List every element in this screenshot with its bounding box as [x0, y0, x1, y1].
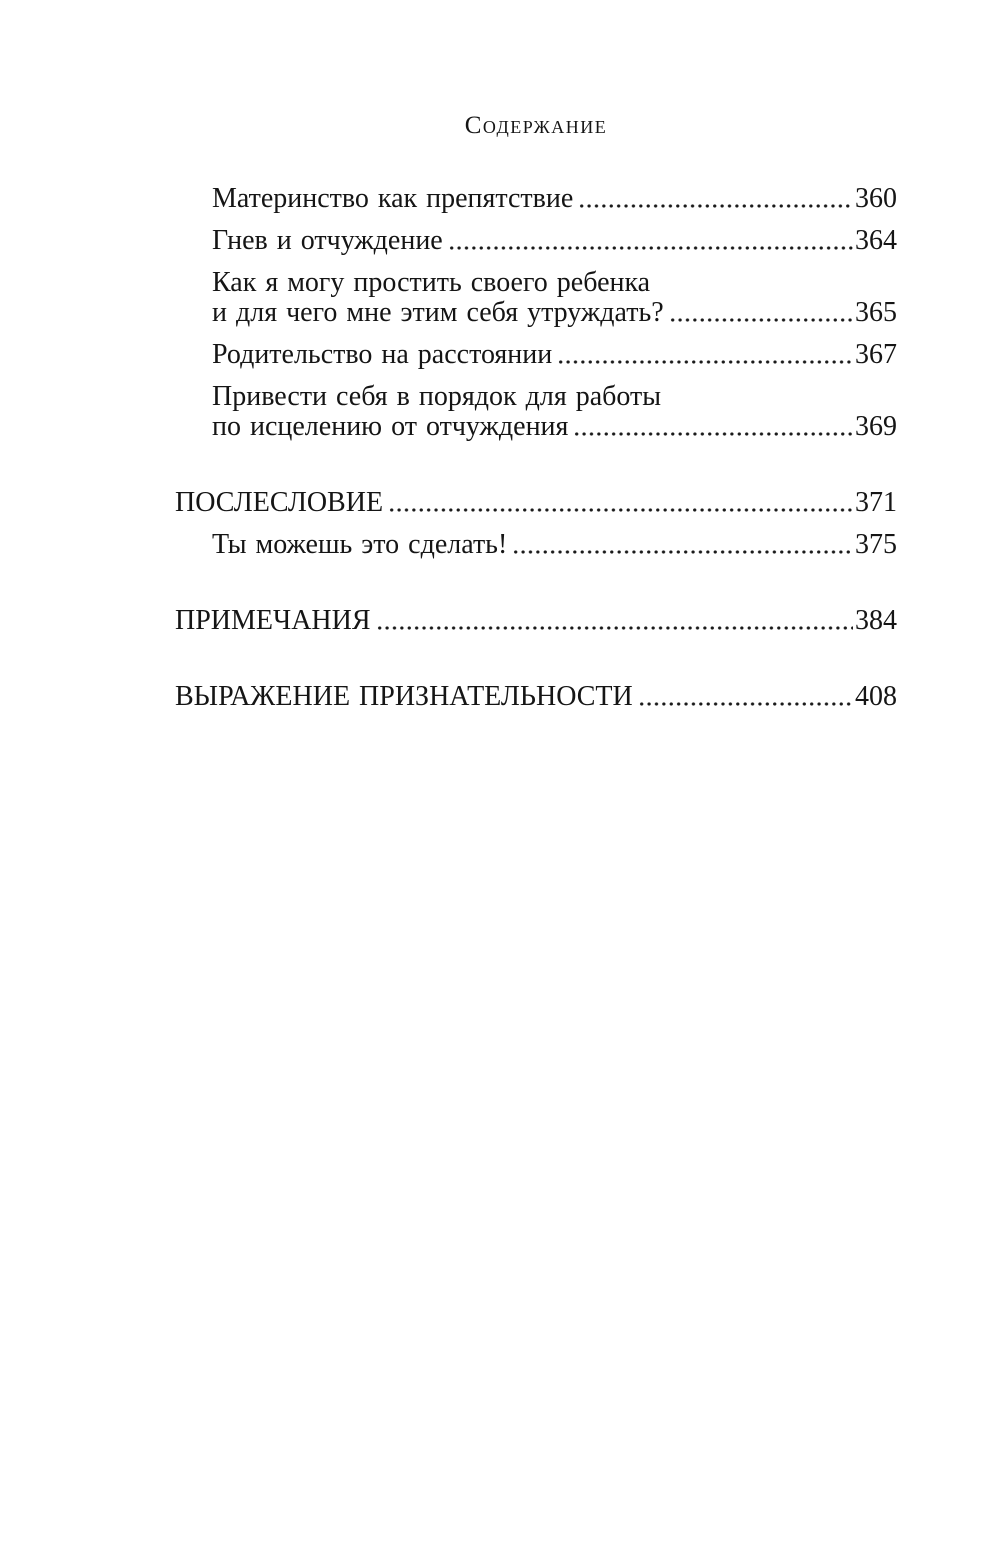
toc-entry	[175, 340, 897, 370]
toc-page-number: 384	[855, 605, 897, 636]
toc-entry-section	[175, 682, 897, 712]
page-header	[175, 113, 897, 138]
dot-leader	[512, 550, 853, 554]
toc-page-number: 367	[855, 339, 897, 370]
toc-entry-title: Как я могу простить своего ребенка	[212, 267, 651, 298]
toc-page-number: 365	[855, 297, 897, 328]
toc-entry	[175, 268, 897, 328]
toc-page-number: 375	[855, 529, 897, 560]
dot-leader	[638, 702, 853, 706]
toc-entry-title: ВЫРАЖЕНИЕ ПРИЗНАТЕЛЬНОСТИ	[175, 681, 633, 712]
table-of-contents	[175, 184, 897, 712]
toc-entry	[175, 184, 897, 214]
dot-leader	[388, 508, 853, 512]
dot-leader	[448, 246, 853, 250]
toc-entry-section	[175, 606, 897, 636]
page-header-initial: С	[464, 112, 483, 139]
toc-entry-title: ПОСЛЕСЛОВИЕ	[175, 487, 384, 518]
dot-leader	[376, 626, 853, 630]
toc-entry-title: Привести себя в порядок для работы	[212, 381, 662, 412]
toc-page-number: 371	[855, 487, 897, 518]
toc-page-number: 408	[855, 681, 897, 712]
toc-entry	[175, 226, 897, 256]
toc-entry	[175, 530, 897, 560]
dot-leader	[578, 204, 853, 208]
toc-entry-section	[175, 488, 897, 518]
toc-page-number: 364	[855, 225, 897, 256]
toc-entry-title: Ты можешь это сделать!	[212, 529, 508, 560]
toc-entry	[175, 382, 897, 442]
toc-page-number: 360	[855, 183, 897, 214]
toc-entry-title: Гнев и отчуждение	[212, 225, 443, 256]
toc-page-number: 369	[855, 411, 897, 442]
toc-entry-title: ПРИМЕЧАНИЯ	[175, 605, 371, 636]
toc-entry-title: и для чего мне этим себя утруждать?	[212, 297, 664, 328]
toc-entry-title: Материнство как препятствие	[212, 183, 574, 214]
toc-entry-title: Родительство на расстоянии	[212, 339, 553, 370]
dot-leader	[557, 360, 853, 364]
toc-entry-title: по исцелению от отчуждения	[212, 411, 569, 442]
dot-leader	[573, 432, 853, 436]
dot-leader	[669, 318, 853, 322]
page-header-rest: ОДЕРЖАНИЕ	[482, 117, 608, 137]
